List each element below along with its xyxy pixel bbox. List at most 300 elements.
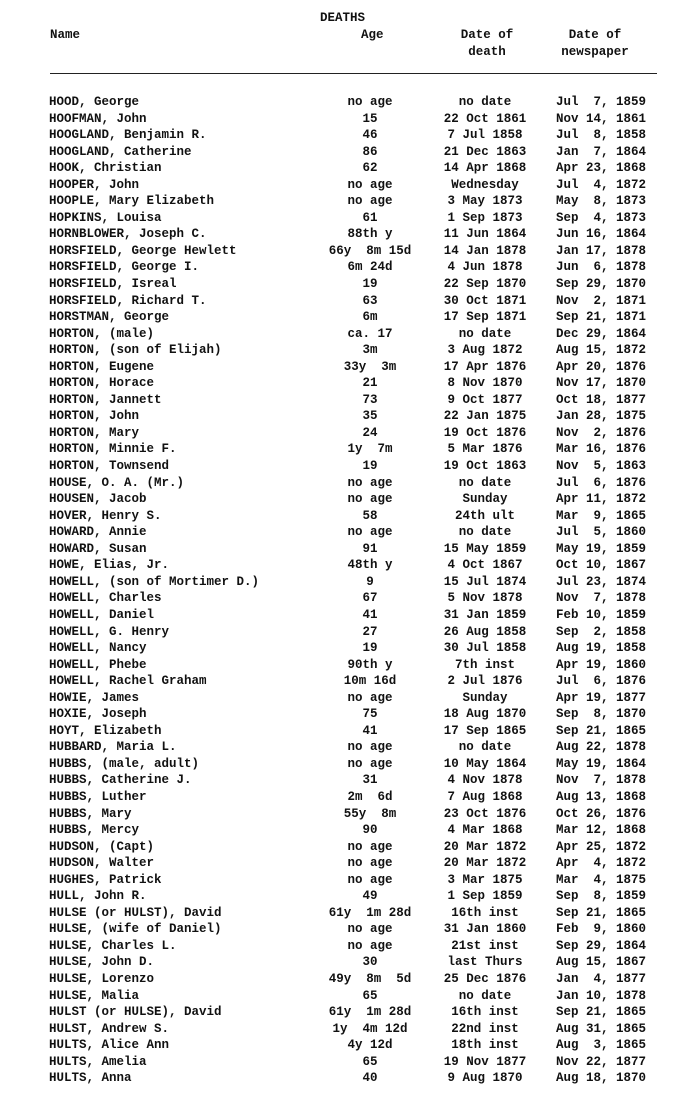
name-cell: HOOD, George [49,95,140,109]
date-of-death-cell: 17 Apr 1876 [443,359,527,374]
name-cell: HULL, John R. [49,889,147,904]
name-cell: HORSTMAN, George [49,310,170,325]
age-cell: 75 [362,707,378,722]
name-cell: HORSFIELD, Richard T. [49,293,207,308]
date-of-newspaper-cell: Apr 20, 1876 [556,359,647,374]
date-of-death-cell: 4 Nov 1878 [447,773,523,788]
date-of-death-cell: 4 Jun 1878 [447,260,523,275]
name-cell: HUDSON, (Capt) [49,839,155,854]
name-cell: HOWIE, James [49,690,140,705]
name-cell: HOWELL, Phebe [49,657,147,672]
table-row [0,259,694,276]
name-cell: HORSFIELD, George Hewlett [49,243,237,258]
table-row [0,210,694,227]
age-cell: 90th y [347,657,393,672]
age-cell: 49y 8m 5d [328,971,412,986]
age-cell: 41 [362,607,378,622]
date-of-newspaper-cell: Feb 9, 1860 [556,922,647,937]
table-row [0,1054,694,1071]
name-cell: HOWELL, Nancy [49,641,147,656]
table-row [0,94,694,111]
name-cell: HUDSON, Walter [49,856,155,871]
table-row [0,326,694,343]
table-row [0,508,694,525]
date-of-newspaper-cell: May 19, 1864 [556,756,647,771]
date-of-death-cell: 11 Jun 1864 [443,227,527,242]
date-of-newspaper-cell: Sep 2, 1858 [556,624,647,639]
date-of-death-cell: 20 Mar 1872 [443,856,527,871]
name-cell: HULSE, (wife of Daniel) [49,922,222,937]
name-cell: HOUSEN, Jacob [49,492,147,507]
column-header-date-of-newspaper: Date of newspaper [561,28,629,59]
age-cell: no age [347,756,393,771]
name-cell: HULSE (or HULST), David [49,905,222,920]
date-of-newspaper-cell: Mar 16, 1876 [556,442,647,457]
date-of-newspaper-cell: Jan 4, 1877 [556,971,647,986]
age-cell: 48th y [347,558,393,573]
age-cell: 65 [362,1054,378,1069]
age-cell: 58 [362,508,378,523]
date-of-newspaper-cell: Sep 21, 1865 [556,1005,647,1020]
table-row [0,574,694,591]
date-of-newspaper-cell: Nov 17, 1870 [556,376,647,391]
table-row [0,144,694,161]
date-of-death-cell: last Thurs [447,955,523,970]
age-cell: 19 [362,277,378,292]
date-of-death-cell: 30 Jul 1858 [443,641,527,656]
table-row [0,772,694,789]
date-of-death-cell: 21st inst [451,938,519,953]
date-of-death-cell: no date [458,740,512,755]
date-of-newspaper-cell: Dec 29, 1864 [556,326,647,341]
table-row [0,1004,694,1021]
date-of-death-cell: 8 Nov 1870 [447,376,523,391]
age-cell: 49 [362,889,378,904]
date-of-newspaper-cell: May 8, 1873 [556,194,647,209]
date-of-newspaper-cell: Nov 7, 1878 [556,591,647,606]
table-row [0,624,694,641]
age-cell: no age [347,872,393,887]
date-of-newspaper-cell: Jul 23, 1874 [556,574,647,589]
date-of-newspaper-cell: Nov 22, 1877 [556,1054,647,1069]
date-of-death-cell: 20 Mar 1872 [443,839,527,854]
table-row [0,441,694,458]
name-cell: HULSE, Lorenzo [49,971,155,986]
age-cell: 19 [362,459,378,474]
name-cell: HUBBS, Catherine J. [49,773,192,788]
table-row [0,1070,694,1087]
table-row [0,1037,694,1054]
age-cell: 15 [362,111,378,126]
age-cell: 6m [362,310,378,325]
age-cell: 1y 4m 12d [332,1021,408,1036]
table-row [0,723,694,740]
date-of-death-cell: 19 Oct 1863 [443,459,527,474]
age-cell: 1y 7m [347,442,393,457]
age-cell: 10m 16d [343,674,397,689]
age-cell: no age [347,475,393,490]
date-of-newspaper-cell: Sep 21, 1865 [556,905,647,920]
name-cell: HUBBS, Luther [49,789,147,804]
date-of-newspaper-cell: Jan 28, 1875 [556,409,647,424]
date-of-death-cell: 5 Mar 1876 [447,442,523,457]
date-of-death-cell: 23 Oct 1876 [443,806,527,821]
table-row [0,193,694,210]
date-of-death-cell: 4 Oct 1867 [447,558,523,573]
name-cell: HORTON, John [49,409,140,424]
date-of-newspaper-cell: Feb 10, 1859 [556,607,647,622]
date-of-newspaper-cell: Aug 18, 1870 [556,1071,647,1086]
column-header-age: Age [361,28,384,42]
age-cell: 91 [362,541,378,556]
name-cell: HOWELL, Daniel [49,607,155,622]
name-cell: HORTON, Minnie F. [49,442,177,457]
table-row [0,673,694,690]
age-cell: 73 [362,392,378,407]
name-cell: HUBBS, (male, adult) [49,756,200,771]
table-row [0,359,694,376]
date-of-death-cell: 14 Apr 1868 [443,161,527,176]
table-row [0,657,694,674]
table-row [0,243,694,260]
name-cell: HORNBLOWER, Joseph C. [49,227,207,242]
name-cell: HORTON, (son of Elijah) [49,343,222,358]
name-cell: HORTON, Jannett [49,392,162,407]
name-cell: HULST (or HULSE), David [49,1005,222,1020]
header-divider [50,73,657,74]
date-of-death-cell: 7 Aug 1868 [447,789,523,804]
date-of-death-cell: 9 Oct 1877 [447,392,523,407]
date-of-newspaper-cell: Nov 2, 1871 [556,293,647,308]
date-of-death-cell: 3 Mar 1875 [447,872,523,887]
table-row [0,590,694,607]
name-cell: HUBBS, Mary [49,806,132,821]
date-of-death-cell: Sunday [462,690,508,705]
table-row [0,954,694,971]
name-cell: HOXIE, Joseph [49,707,147,722]
age-cell: no age [347,839,393,854]
age-cell: 31 [362,773,378,788]
age-cell: 55y 8m [343,806,397,821]
name-cell: HOOPLE, Mary Elizabeth [49,194,215,209]
date-of-newspaper-cell: Jun 16, 1864 [556,227,647,242]
name-cell: HOOPER, John [49,177,140,192]
table-row [0,408,694,425]
table-row [0,839,694,856]
table-row [0,458,694,475]
date-of-newspaper-cell: Jul 8, 1858 [556,128,647,143]
table-row [0,276,694,293]
table-row [0,806,694,823]
date-of-death-cell: no date [458,95,512,109]
table-row [0,177,694,194]
date-of-newspaper-cell: Apr 19, 1877 [556,690,647,705]
date-of-death-cell: 1 Sep 1859 [447,889,523,904]
name-cell: HULTS, Anna [49,1071,132,1086]
deaths-table [0,94,694,1087]
table-row [0,226,694,243]
name-cell: HORTON, Townsend [49,459,170,474]
date-of-newspaper-cell: Nov 14, 1861 [556,111,647,126]
date-of-newspaper-cell: Jul 7, 1859 [556,95,647,109]
age-cell: 41 [362,723,378,738]
date-of-death-cell: no date [458,525,512,540]
date-of-newspaper-cell: Apr 25, 1872 [556,839,647,854]
age-cell: 61 [362,210,378,225]
date-of-newspaper-cell: Aug 15, 1872 [556,343,647,358]
table-row [0,988,694,1005]
date-of-death-cell: 25 Dec 1876 [443,971,527,986]
age-cell: no age [347,938,393,953]
name-cell: HOWELL, (son of Mortimer D.) [49,574,260,589]
table-row [0,822,694,839]
date-of-death-cell: Sunday [462,492,508,507]
date-of-newspaper-cell: Jan 17, 1878 [556,243,647,258]
date-of-death-cell: 7th inst [454,657,515,672]
table-row [0,160,694,177]
date-of-death-cell: 16th inst [451,1005,519,1020]
date-of-death-cell: 4 Mar 1868 [447,823,523,838]
table-row [0,789,694,806]
age-cell: 62 [362,161,378,176]
table-row [0,855,694,872]
date-of-newspaper-cell: May 19, 1859 [556,541,647,556]
name-cell: HULTS, Amelia [49,1054,147,1069]
age-cell: 3m [362,343,378,358]
age-cell: 30 [362,955,378,970]
age-cell: 67 [362,591,378,606]
date-of-death-cell: 22 Oct 1861 [443,111,527,126]
age-cell: no age [347,856,393,871]
age-cell: 88th y [347,227,393,242]
age-cell: no age [347,177,393,192]
date-of-newspaper-cell: Sep 21, 1865 [556,723,647,738]
date-of-newspaper-cell: Jul 4, 1872 [556,177,647,192]
age-cell: 61y 1m 28d [328,1005,412,1020]
date-of-death-cell: 19 Oct 1876 [443,425,527,440]
date-of-newspaper-cell: Sep 29, 1864 [556,938,647,953]
age-cell: no age [347,95,393,109]
column-header-date-of-death: Date of death [460,28,514,59]
date-of-death-cell: Wednesday [451,177,519,192]
date-of-death-cell: 3 May 1873 [447,194,523,209]
date-of-death-cell: 22 Sep 1870 [443,277,527,292]
table-row [0,905,694,922]
table-row [0,640,694,657]
name-cell: HOOK, Christian [49,161,162,176]
date-of-death-cell: no date [458,988,512,1003]
date-of-death-cell: 17 Sep 1871 [443,310,527,325]
date-of-death-cell: 18 Aug 1870 [443,707,527,722]
table-row [0,888,694,905]
age-cell: 9 [366,574,374,589]
date-of-newspaper-cell: Mar 4, 1875 [556,872,647,887]
date-of-newspaper-cell: Sep 8, 1859 [556,889,647,904]
name-cell: HULSE, Malia [49,988,140,1003]
name-cell: HOPKINS, Louisa [49,210,162,225]
date-of-death-cell: 31 Jan 1859 [443,607,527,622]
date-of-death-cell: no date [458,475,512,490]
table-row [0,921,694,938]
date-of-newspaper-cell: Jan 10, 1878 [556,988,647,1003]
date-of-newspaper-cell: Aug 22, 1878 [556,740,647,755]
age-cell: 24 [362,425,378,440]
name-cell: HORTON, Eugene [49,359,155,374]
date-of-newspaper-cell: Oct 18, 1877 [556,392,647,407]
table-row [0,541,694,558]
age-cell: 35 [362,409,378,424]
table-row [0,690,694,707]
date-of-death-cell: 1 Sep 1873 [447,210,523,225]
date-of-death-cell: 10 May 1864 [443,756,527,771]
date-of-death-cell: 9 Aug 1870 [447,1071,523,1086]
name-cell: HOWE, Elias, Jr. [49,558,170,573]
date-of-newspaper-cell: Sep 29, 1870 [556,277,647,292]
age-cell: no age [347,690,393,705]
table-row [0,293,694,310]
age-cell: 33y 3m [343,359,397,374]
name-cell: HULSE, John D. [49,955,155,970]
date-of-newspaper-cell: Aug 31, 1865 [556,1021,647,1036]
name-cell: HUBBS, Mercy [49,823,140,838]
date-of-newspaper-cell: Sep 4, 1873 [556,210,647,225]
date-of-death-cell: 21 Dec 1863 [443,144,527,159]
age-cell: no age [347,525,393,540]
name-cell: HOVER, Henry S. [49,508,162,523]
table-row [0,739,694,756]
table-row [0,309,694,326]
date-of-newspaper-cell: Apr 23, 1868 [556,161,647,176]
date-of-newspaper-cell: Aug 3, 1865 [556,1038,647,1053]
age-cell: 90 [362,823,378,838]
table-row [0,938,694,955]
table-row [0,475,694,492]
name-cell: HOOFMAN, John [49,111,147,126]
date-of-newspaper-cell: Oct 10, 1867 [556,558,647,573]
date-of-death-cell: no date [458,326,512,341]
date-of-death-cell: 24th ult [454,508,515,523]
age-cell: 19 [362,641,378,656]
date-of-newspaper-cell: Oct 26, 1876 [556,806,647,821]
table-row [0,872,694,889]
name-cell: HOWARD, Susan [49,541,147,556]
date-of-newspaper-cell: Mar 9, 1865 [556,508,647,523]
age-cell: no age [347,194,393,209]
table-row [0,111,694,128]
date-of-death-cell: 16th inst [451,905,519,920]
date-of-death-cell: 15 Jul 1874 [443,574,527,589]
name-cell: HOUSE, O. A. (Mr.) [49,475,185,490]
table-row [0,1021,694,1038]
age-cell: 66y 8m 15d [328,243,412,258]
name-cell: HORTON, (male) [49,326,155,341]
name-cell: HOOGLAND, Catherine [49,144,192,159]
table-row [0,392,694,409]
date-of-death-cell: 17 Sep 1865 [443,723,527,738]
date-of-newspaper-cell: Apr 19, 1860 [556,657,647,672]
column-header-name: Name [50,28,81,42]
name-cell: HOWELL, G. Henry [49,624,170,639]
name-cell: HULTS, Alice Ann [49,1038,170,1053]
table-row [0,706,694,723]
table-row [0,127,694,144]
age-cell: 2m 6d [347,789,393,804]
date-of-newspaper-cell: Nov 5, 1863 [556,459,647,474]
age-cell: no age [347,740,393,755]
age-cell: 65 [362,988,378,1003]
date-of-death-cell: 15 May 1859 [443,541,527,556]
page-title: DEATHS [320,11,366,25]
table-row [0,491,694,508]
age-cell: 21 [362,376,378,391]
table-row [0,524,694,541]
age-cell: 6m 24d [347,260,393,275]
date-of-death-cell: 5 Nov 1878 [447,591,523,606]
date-of-death-cell: 30 Oct 1871 [443,293,527,308]
age-cell: no age [347,922,393,937]
name-cell: HOOGLAND, Benjamin R. [49,128,207,143]
table-row [0,375,694,392]
age-cell: 61y 1m 28d [328,905,412,920]
name-cell: HORSFIELD, Isreal [49,277,177,292]
date-of-death-cell: 14 Jan 1878 [443,243,527,258]
date-of-death-cell: 7 Jul 1858 [447,128,523,143]
date-of-death-cell: 2 Jul 1876 [447,674,523,689]
date-of-newspaper-cell: Jul 5, 1860 [556,525,647,540]
date-of-death-cell: 19 Nov 1877 [443,1054,527,1069]
date-of-death-cell: 26 Aug 1858 [443,624,527,639]
table-row [0,607,694,624]
date-of-newspaper-cell: Jul 6, 1876 [556,475,647,490]
date-of-newspaper-cell: Mar 12, 1868 [556,823,647,838]
name-cell: HOWARD, Annie [49,525,147,540]
name-cell: HOWELL, Charles [49,591,162,606]
table-row [0,756,694,773]
age-cell: 4y 12d [347,1038,393,1053]
table-row [0,557,694,574]
age-cell: 40 [362,1071,378,1086]
date-of-newspaper-cell: Aug 19, 1858 [556,641,647,656]
age-cell: no age [347,492,393,507]
name-cell: HORTON, Mary [49,425,140,440]
name-cell: HUGHES, Patrick [49,872,162,887]
table-row [0,342,694,359]
age-cell: 46 [362,128,378,143]
name-cell: HULST, Andrew S. [49,1021,170,1036]
name-cell: HORTON, Horace [49,376,155,391]
date-of-newspaper-cell: Jan 7, 1864 [556,144,647,159]
date-of-newspaper-cell: Nov 2, 1876 [556,425,647,440]
date-of-death-cell: 22 Jan 1875 [443,409,527,424]
table-row [0,425,694,442]
name-cell: HULSE, Charles L. [49,938,177,953]
date-of-newspaper-cell: Sep 8, 1870 [556,707,647,722]
name-cell: HORSFIELD, George I. [49,260,200,275]
date-of-newspaper-cell: Sep 21, 1871 [556,310,647,325]
age-cell: 27 [362,624,378,639]
date-of-newspaper-cell: Aug 13, 1868 [556,789,647,804]
age-cell: 86 [362,144,378,159]
date-of-newspaper-cell: Apr 4, 1872 [556,856,647,871]
date-of-death-cell: 18th inst [451,1038,519,1053]
name-cell: HOYT, Elizabeth [49,723,162,738]
date-of-newspaper-cell: Jun 6, 1878 [556,260,647,275]
date-of-newspaper-cell: Nov 7, 1878 [556,773,647,788]
date-of-newspaper-cell: Aug 15, 1867 [556,955,647,970]
age-cell: ca. 17 [347,326,393,341]
date-of-death-cell: 22nd inst [451,1021,519,1036]
date-of-death-cell: 3 Aug 1872 [447,343,523,358]
